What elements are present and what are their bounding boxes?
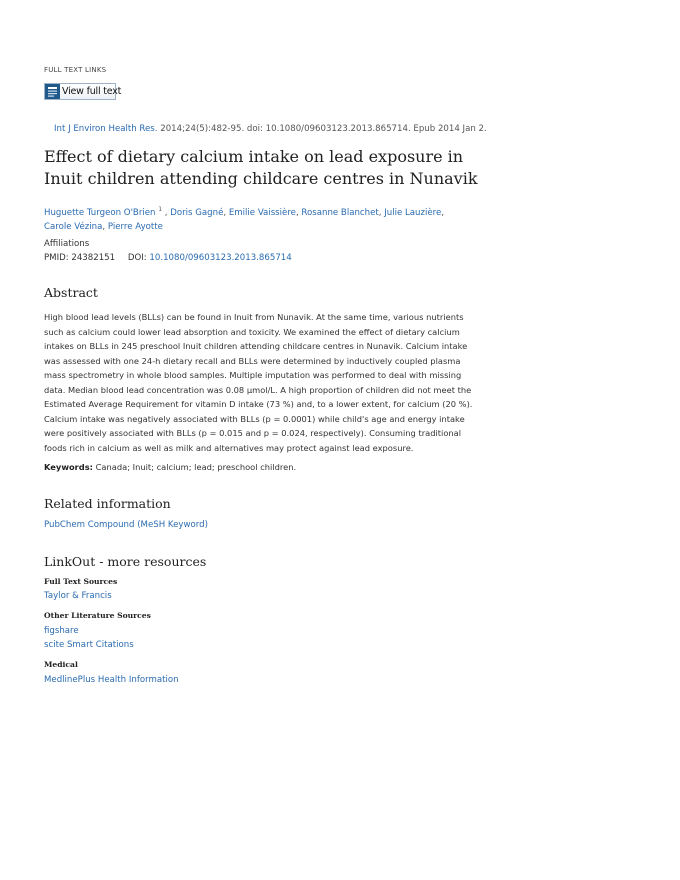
article-title: Effect of dietary calcium intake on lead exposure in Inuit children attending childcare centres in Nunavik: [44, 147, 478, 188]
medlineplus-link[interactable]: MedlinePlus Health Information: [44, 675, 179, 685]
taylor-francis-link[interactable]: Taylor & Francis: [44, 591, 112, 601]
author-link[interactable]: Doris Gagné: [170, 207, 224, 218]
author-link[interactable]: Emilie Vaissière: [228, 207, 296, 218]
affiliations-toggle[interactable]: Affiliations: [44, 239, 90, 249]
author-list: Huguette Turgeon O'Brien $^1$ , Doris Gagné, Emilie Vaissière, Rosanne Blanchet, Julie Lauzière, Carole Vézina, Pierre Ayotte: [44, 206, 445, 232]
author-link[interactable]: Rosanne Blanchet: [301, 207, 379, 218]
keywords-value: Canada; Inuit; calcium; lead; preschool children.: [95, 462, 297, 472]
keywords-label: Keywords:: [44, 462, 93, 472]
citation-details: 2014;24(5):482-95. doi: 10.1080/09603123.2013.865714. Epub 2014 Jan 2.: [160, 124, 487, 134]
view-full-text-label: View full text: [62, 86, 122, 97]
linkout-heading: LinkOut - more resources: [44, 554, 207, 569]
publisher-logo-icon: [45, 84, 60, 99]
scite-smart-citations-link[interactable]: scite Smart Citations: [44, 640, 134, 650]
other-literature-sources-heading: Other Literature Sources: [44, 611, 151, 620]
pmid: PMID: 24382151: [44, 253, 116, 263]
full-text-links-label: FULL TEXT LINKS: [44, 66, 107, 74]
keywords: [44, 462, 296, 472]
full-text-sources-heading: Full Text Sources: [44, 577, 118, 586]
view-full-text-button[interactable]: [44, 83, 122, 100]
journal-link[interactable]: Int J Environ Health Res.: [54, 124, 158, 134]
abstract-text: High blood lead levels (BLLs) can be found in Inuit from Nunavik. At the same time, various nutrients such as calcium could lower lead absorption and toxicity. We examined the effect of dietary calcium intakes on BLLs in 245 preschool Inuit children attending childcare centres in Nunavik. Calcium intake was assessed with one 24-h dietary recall and BLLs were determined by inductively coupled plasma mass spectrometry in whole blood samples. Multiple imputation was performed to deal with missing data. Median blood lead concentration was 0.08 μmol/L. A high proportion of children did not meet the Estimated Average Requirement for vitamin D intake (73 %) and, to a lower extent, for calcium (20 %). Calcium intake was negatively associated with BLLs (p = 0.0001) while child's age and energy intake were positively associated with BLLs (p = 0.015 and p = 0.024, respectively). Consuming traditional foods rich in calcium as well as milk and alternatives may protect against lead exposure.: [44, 312, 473, 453]
author-link[interactable]: Huguette Turgeon O'Brien: [44, 207, 156, 218]
author-link[interactable]: Pierre Ayotte: [107, 221, 163, 232]
article-identifiers: [44, 253, 292, 263]
doi-link[interactable]: 10.1080/09603123.2013.865714: [149, 253, 292, 263]
abstract-heading: Abstract: [44, 285, 98, 300]
author-link[interactable]: Julie Lauzière: [384, 207, 442, 218]
author-link[interactable]: Carole Vézina: [44, 221, 103, 232]
citation: [54, 124, 487, 134]
medical-heading: Medical: [44, 660, 78, 669]
author-affiliation-marker[interactable]: 1: [158, 206, 163, 213]
pubchem-compound-link[interactable]: PubChem Compound (MeSH Keyword): [44, 520, 208, 530]
figshare-link[interactable]: figshare: [44, 626, 79, 636]
doi-label: DOI:: [127, 253, 147, 263]
related-information-heading: Related information: [44, 496, 171, 511]
